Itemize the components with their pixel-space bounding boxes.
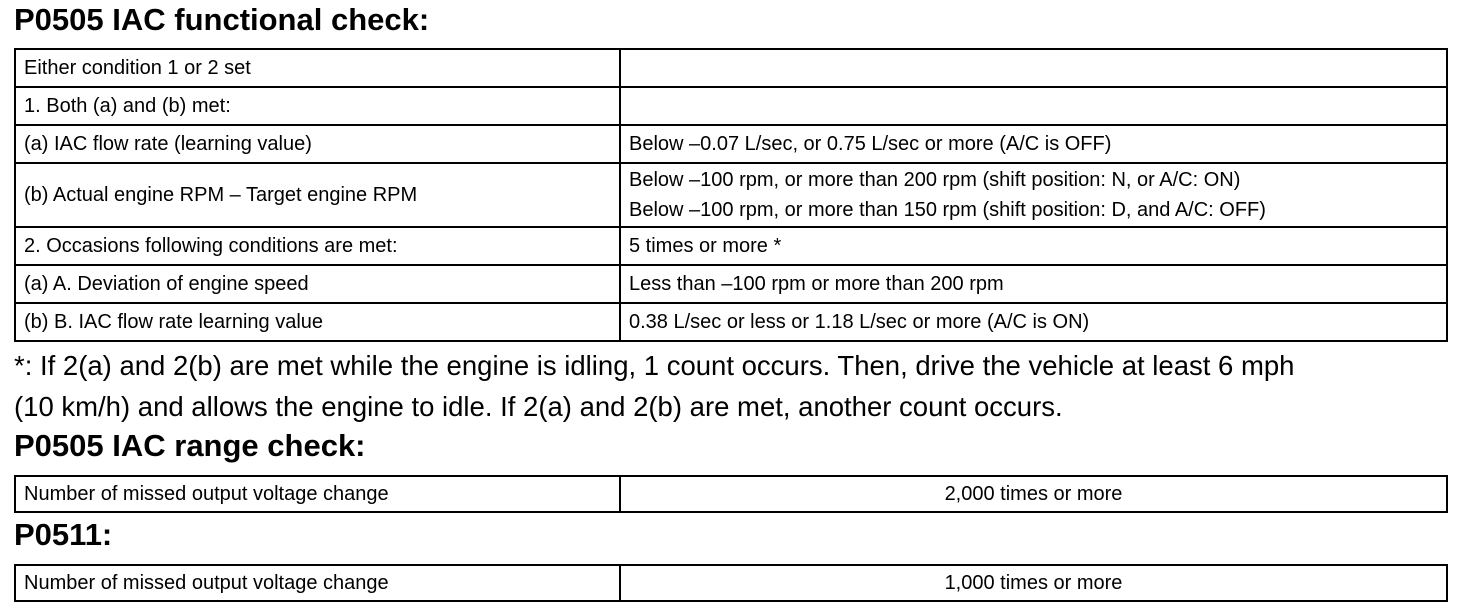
value-cell <box>620 49 1447 87</box>
table-row <box>15 163 1447 227</box>
value-cell <box>620 163 1447 227</box>
value-cell: 5 times or more * <box>620 227 1447 265</box>
condition-cell: (b) B. IAC flow rate learning value <box>15 303 620 341</box>
p0511-table <box>14 564 1448 602</box>
condition-cell: (a) A. Deviation of engine speed <box>15 265 620 303</box>
table-row <box>15 303 1447 341</box>
condition-cell: (a) IAC flow rate (learning value) <box>15 125 620 163</box>
condition-cell: (b) Actual engine RPM – Target engine RPM <box>15 163 620 227</box>
table-row <box>15 87 1447 125</box>
value-cell: 1,000 times or more <box>620 565 1447 601</box>
range-check-heading: P0505 IAC range check: <box>14 428 366 463</box>
table-row <box>15 49 1447 87</box>
footnote-line: (10 km/h) and allows the engine to idle. If 2(a) and 2(b) are met, another count occurs. <box>14 391 1063 422</box>
value-line: Below –100 rpm, or more than 150 rpm (shift position: D, and A/C: OFF) <box>629 199 1266 221</box>
functional-check-heading: P0505 IAC functional check: <box>14 2 430 37</box>
p0511-heading: P0511: <box>14 517 113 552</box>
value-cell: Below –0.07 L/sec, or 0.75 L/sec or more (A/C is OFF) <box>620 125 1447 163</box>
condition-cell: Number of missed output voltage change <box>15 476 620 512</box>
value-line: Below –100 rpm, or more than 200 rpm (shift position: N, or A/C: ON) <box>629 169 1241 191</box>
footnote <box>14 345 1454 427</box>
value-cell: 2,000 times or more <box>620 476 1447 512</box>
value-cell: Less than –100 rpm or more than 200 rpm <box>620 265 1447 303</box>
table-row <box>15 125 1447 163</box>
condition-cell: Number of missed output voltage change <box>15 565 620 601</box>
condition-cell: 2. Occasions following conditions are met: <box>15 227 620 265</box>
table-row <box>15 476 1447 512</box>
table-row <box>15 265 1447 303</box>
condition-cell: 1. Both (a) and (b) met: <box>15 87 620 125</box>
value-cell <box>620 87 1447 125</box>
footnote-line: *: If 2(a) and 2(b) are met while the engine is idling, 1 count occurs. Then, drive the vehicle at least 6 mph <box>14 350 1295 381</box>
table-row <box>15 227 1447 265</box>
value-cell: 0.38 L/sec or less or 1.18 L/sec or more (A/C is ON) <box>620 303 1447 341</box>
functional-check-table <box>14 48 1448 342</box>
range-check-table <box>14 475 1448 513</box>
condition-cell: Either condition 1 or 2 set <box>15 49 620 87</box>
table-row <box>15 565 1447 601</box>
